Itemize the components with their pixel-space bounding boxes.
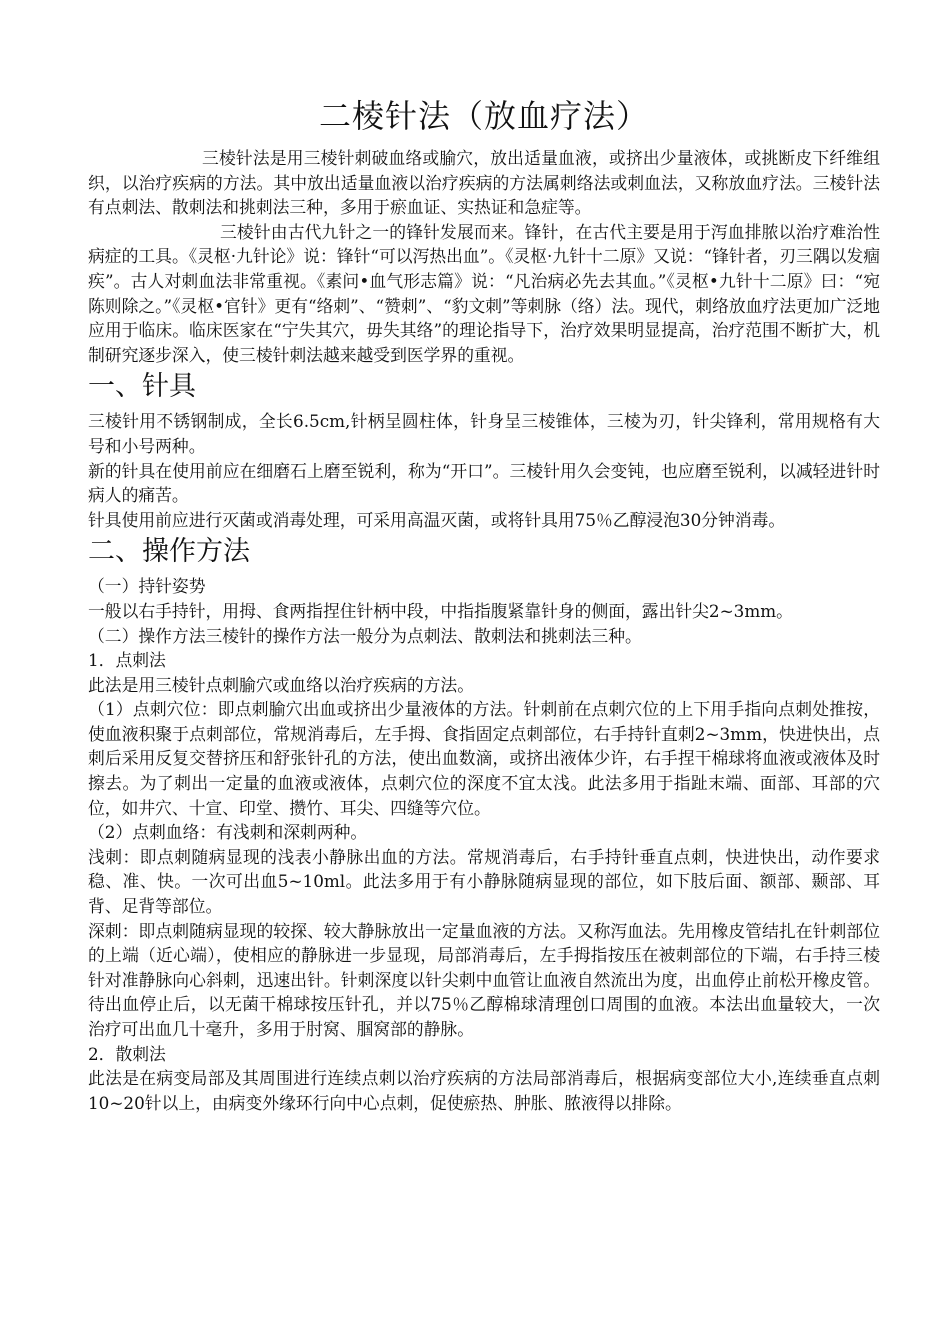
- subheading: （二）操作方法三棱针的操作方法一般分为点刺法、散刺法和挑刺法三种。: [88, 625, 642, 646]
- intro-paragraph: 三棱针法是用三棱针刺破血络或腧穴，放出适量血液，或挤出少量液体，或挑断皮下纤维组织，以治疗疾病的方法。其中放出适量血液以治疗疾病的方法属刺络法或刺血法，又称放血疗法。三棱针法有点刺法、散刺法和挑刺法三种，多用于瘀血证、实热证和急症等。: [88, 148, 880, 218]
- body-paragraph: 一般以右手持针，用拇、食两指捏住针柄中段，中指指腹紧靠针身的侧面，露出针尖2~3mm。: [88, 600, 793, 621]
- body-paragraph: 深刺：即点刺随病显现的较探、较大静脉放出一定量血液的方法。又称泻血法。先用橡皮管结扎在针刺部位的上端（近心端），使相应的静脉进一步显现，局部消毒后，左手拇指按压在被刺部位的下端，右手持三棱针对准静脉向心斜刺，迅速出针。针刺深度以针尖刺中血管让血液自然流出为度，出血停止前松开橡皮管。待出血停止后，以无菌干棉球按压针孔，并以75％乙醇棉球清理创口周围的血液。本法出血量较大，一次治疗可出血几十毫升，多用于肘窝、腘窝部的静脉。: [88, 920, 880, 1039]
- body-paragraph: 此法是在病变局部及其周围进行连续点刺以治疗疾病的方法局部消毒后，根据病变部位大小,连续垂直点刺10~20针以上，由病变外缘环行向中心点刺，促使瘀热、肿胀、脓液得以排除。: [88, 1068, 880, 1113]
- subheading: （2）点刺血络：有浅刺和深刺两种。: [88, 822, 368, 843]
- section-heading-operation-methods: 二、操作方法: [88, 536, 250, 568]
- subheading: 2．散刺法: [88, 1043, 166, 1064]
- section-heading-needle-tools: 一、针具: [88, 371, 196, 403]
- body-paragraph: 三棱针用不锈钢制成，全长6.5cm,针柄呈圆柱体，针身呈三棱锥体，三棱为刃，针尖锋利，常用规格有大号和小号两种。: [88, 411, 880, 456]
- body-paragraph: 此法是用三棱针点刺腧穴或血络以治疗疾病的方法。: [88, 674, 474, 695]
- subheading: （一）持针姿势: [88, 576, 206, 597]
- body-paragraph: 浅刺：即点刺随病显现的浅表小静脉出血的方法。常规消毒后，右手持针垂直点刺，快进快出，动作要求稳、准、快。一次可出血5~10ml。此法多用于有小静脉随病显现的部位，如下肢后面、额部、颞部、耳背、足背等部位。: [88, 846, 880, 917]
- page-title: 二棱针法（放血疗法）: [318, 97, 649, 135]
- body-paragraph: 新的针具在使用前应在细磨石上磨至锐利，称为“开口”。三棱针用久会变钝，也应磨至锐利，以减轻进针时病人的痛苦。: [88, 460, 880, 506]
- intro-paragraph: 三棱针由古代九针之一的锋针发展而来。锋针，在古代主要是用于泻血排脓以治疗难治性病症的工具。《灵枢·九针论》说：锋针“可以泻热出血”。《灵枢·九针十二原》又说：“锋针者，刃三隅以发痼疾”。古人对刺血法非常重视。《素问•血气形志篇》说：“凡治病必先去其血。”《灵枢•九针十二原》曰：“宛陈则除之。”《灵枢•官针》更有“络刺”、“赞刺”、“豹文刺”等刺脉（络）法。现代，刺络放血疗法更加广泛地应用于临床。临床医家在“宁失其穴，毋失其络”的理论指导下，治疗效果明显提高，治疗范围不断扩大，机制研究逐步深入，使三棱针刺法越来越受到医学界的重视。: [88, 221, 880, 365]
- subheading: 1．点刺法: [88, 650, 166, 671]
- document-page: [88, 96, 880, 1115]
- body-paragraph: （1）点刺穴位：即点刺腧穴出血或挤出少量液体的方法。针刺前在点刺穴位的上下用手指向点刺处推按，使血液积聚于点刺部位，常规消毒后，左手拇、食指固定点刺部位，右手持针直刺2~3mm，快进快出，点刺后采用反复交替挤压和舒张针孔的方法，使出血数滴，或挤出液体少许，右手捏干棉球将血液或液体及时擦去。为了刺出一定量的血液或液体，点刺穴位的深度不宜太浅。此法多用于指趾末端、面部、耳部的穴位，如井穴、十宣、印堂、攒竹、耳尖、四缝等穴位。: [88, 699, 880, 818]
- body-paragraph: 针具使用前应进行灭菌或消毒处理，可采用高温灭菌，或将针具用75％乙醇浸泡30分钟消毒。: [88, 509, 786, 530]
